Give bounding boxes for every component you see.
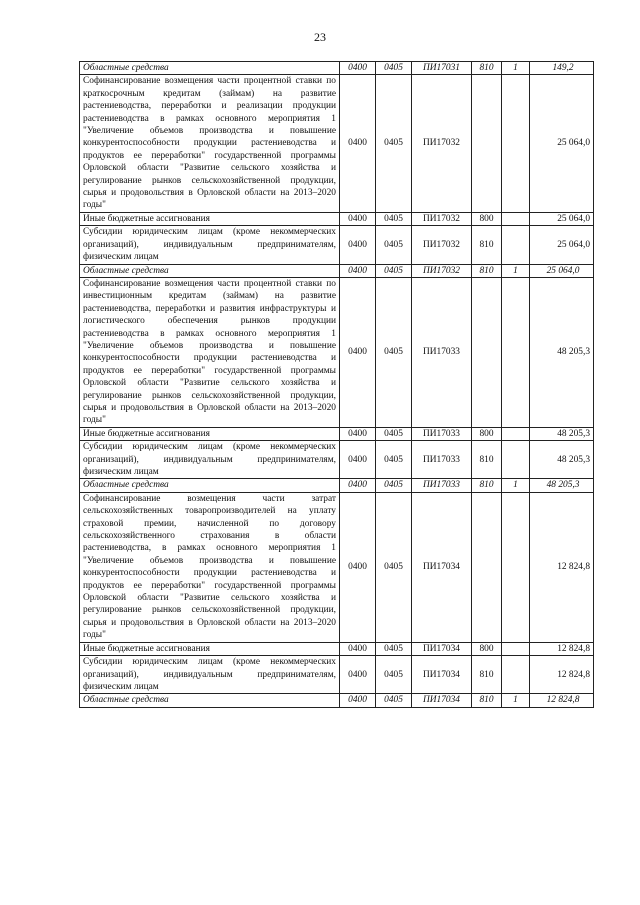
table-row	[80, 694, 594, 707]
table-row	[80, 441, 594, 479]
section-code: 0400	[340, 62, 376, 75]
subsection-code: 0405	[376, 264, 412, 277]
funding-source-code	[502, 656, 530, 694]
table-row	[80, 277, 594, 427]
funding-source-code: 1	[502, 694, 530, 707]
funding-source-code	[502, 212, 530, 225]
section-code: 0400	[340, 441, 376, 479]
subsection-code: 0405	[376, 427, 412, 440]
target-article-code: ПИ17033	[412, 427, 472, 440]
section-code: 0400	[340, 642, 376, 655]
amount-value: 12 824,8	[530, 656, 594, 694]
funding-source-code	[502, 277, 530, 427]
expense-type-code: 800	[472, 212, 502, 225]
row-description: Иные бюджетные ассигнования	[80, 212, 340, 225]
amount-value: 48 205,3	[530, 427, 594, 440]
amount-value: 48 205,3	[530, 479, 594, 492]
table-row	[80, 479, 594, 492]
funding-source-code	[502, 427, 530, 440]
amount-value: 25 064,0	[530, 212, 594, 225]
amount-value: 48 205,3	[530, 441, 594, 479]
target-article-code: ПИ17034	[412, 642, 472, 655]
expense-type-code: 800	[472, 427, 502, 440]
subsection-code: 0405	[376, 441, 412, 479]
table-row	[80, 226, 594, 264]
subsection-code: 0405	[376, 62, 412, 75]
subsection-code: 0405	[376, 656, 412, 694]
target-article-code: ПИ17031	[412, 62, 472, 75]
target-article-code: ПИ17033	[412, 479, 472, 492]
expense-type-code: 810	[472, 479, 502, 492]
target-article-code: ПИ17032	[412, 212, 472, 225]
subsection-code: 0405	[376, 212, 412, 225]
row-description: Софинансирование возмещения части процентной ставки по краткосрочным кредитам (займам) на развитие растениеводства, переработки и реализации продукции растениеводства в рамках основного мероприятия 1 "Увеличение объемов производства и повышение конкурентоспособности продукции растениеводства и продуктов ее переработки" государственной программы Орловской области "Развитие сельского хозяйства и регулирование рынков сельскохозяйственной продукции, сырья и продовольствия в Орловской области на 2013–2020 годы"	[80, 75, 340, 212]
target-article-code: ПИ17034	[412, 492, 472, 642]
section-code: 0400	[340, 277, 376, 427]
funding-source-code	[502, 75, 530, 212]
table-row	[80, 656, 594, 694]
expense-type-code: 800	[472, 642, 502, 655]
target-article-code: ПИ17033	[412, 441, 472, 479]
row-description: Иные бюджетные ассигнования	[80, 427, 340, 440]
row-description: Субсидии юридическим лицам (кроме некоммерческих организаций), индивидуальным предпринимателям, физическим лицам	[80, 656, 340, 694]
expense-type-code	[472, 277, 502, 427]
funding-source-code: 1	[502, 62, 530, 75]
funding-source-code	[502, 441, 530, 479]
funding-source-code: 1	[502, 479, 530, 492]
expense-type-code: 810	[472, 694, 502, 707]
amount-value: 149,2	[530, 62, 594, 75]
page-number: 23	[314, 30, 326, 44]
row-description: Областные средства	[80, 264, 340, 277]
target-article-code: ПИ17034	[412, 656, 472, 694]
row-description: Субсидии юридическим лицам (кроме некоммерческих организаций), индивидуальным предпринимателям, физическим лицам	[80, 441, 340, 479]
section-code: 0400	[340, 226, 376, 264]
subsection-code: 0405	[376, 694, 412, 707]
table-row	[80, 212, 594, 225]
subsection-code: 0405	[376, 492, 412, 642]
row-description: Областные средства	[80, 694, 340, 707]
amount-value: 25 064,0	[530, 226, 594, 264]
expense-type-code	[472, 75, 502, 212]
section-code: 0400	[340, 492, 376, 642]
amount-value: 12 824,8	[530, 492, 594, 642]
table-row	[80, 264, 594, 277]
table-row	[80, 75, 594, 212]
funding-source-code	[502, 642, 530, 655]
subsection-code: 0405	[376, 479, 412, 492]
expense-type-code	[472, 492, 502, 642]
target-article-code: ПИ17032	[412, 226, 472, 264]
amount-value: 12 824,8	[530, 694, 594, 707]
table-row	[80, 492, 594, 642]
subsection-code: 0405	[376, 277, 412, 427]
expense-type-code: 810	[472, 264, 502, 277]
section-code: 0400	[340, 427, 376, 440]
funding-source-code	[502, 226, 530, 264]
target-article-code: ПИ17034	[412, 694, 472, 707]
row-description: Иные бюджетные ассигнования	[80, 642, 340, 655]
section-code: 0400	[340, 656, 376, 694]
row-description: Областные средства	[80, 479, 340, 492]
table-row	[80, 642, 594, 655]
funding-source-code: 1	[502, 264, 530, 277]
section-code: 0400	[340, 694, 376, 707]
section-code: 0400	[340, 212, 376, 225]
amount-value: 25 064,0	[530, 75, 594, 212]
target-article-code: ПИ17033	[412, 277, 472, 427]
expense-type-code: 810	[472, 441, 502, 479]
expense-type-code: 810	[472, 656, 502, 694]
subsection-code: 0405	[376, 642, 412, 655]
expense-type-code: 810	[472, 226, 502, 264]
section-code: 0400	[340, 75, 376, 212]
target-article-code: ПИ17032	[412, 264, 472, 277]
budget-table	[79, 61, 594, 708]
funding-source-code	[502, 492, 530, 642]
amount-value: 12 824,8	[530, 642, 594, 655]
table-row	[80, 427, 594, 440]
amount-value: 25 064,0	[530, 264, 594, 277]
subsection-code: 0405	[376, 75, 412, 212]
row-description: Софинансирование возмещения части процентной ставки по инвестиционным кредитам (займам) на развитие растениеводства, переработки и развития инфраструктуры и логистического обеспечения рынков продукции растениеводства в рамках основного мероприятия 1 "Увеличение объемов производства и повышение конкурентоспособности продукции растениеводства и продуктов ее переработки" государственной программы Орловской области "Развитие сельского хозяйства и регулирование рынков сельскохозяйственной продукции, сырья и продовольствия в Орловской области на 2013–2020 годы"	[80, 277, 340, 427]
row-description: Софинансирование возмещения части затрат сельскохозяйственных товаропроизводителей на уплату страховой премии, начисленной по договору сельскохозяйственного страхования в области растениеводства, в рамках основного мероприятия 1 "Увеличение объемов производства и повышение конкурентоспособности продукции растениеводства и продуктов ее переработки" государственной программы Орловской области "Развитие сельского хозяйства и регулирование рынков сельскохозяйственной продукции, сырья и продовольствия в Орловской области на 2013–2020 годы"	[80, 492, 340, 642]
section-code: 0400	[340, 264, 376, 277]
section-code: 0400	[340, 479, 376, 492]
row-description: Областные средства	[80, 62, 340, 75]
subsection-code: 0405	[376, 226, 412, 264]
row-description: Субсидии юридическим лицам (кроме некоммерческих организаций), индивидуальным предпринимателям, физическим лицам	[80, 226, 340, 264]
target-article-code: ПИ17032	[412, 75, 472, 212]
expense-type-code: 810	[472, 62, 502, 75]
amount-value: 48 205,3	[530, 277, 594, 427]
table-row	[80, 62, 594, 75]
